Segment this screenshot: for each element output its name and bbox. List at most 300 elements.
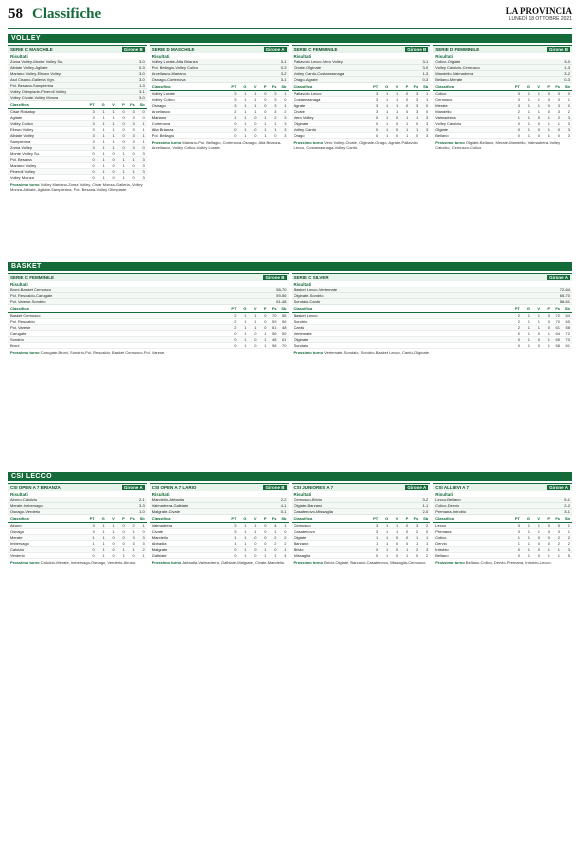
results-label: Risultati (151, 492, 170, 497)
league-column (433, 45, 572, 193)
stat-cell: 1 (254, 109, 257, 114)
stat-cell: 1 (527, 337, 530, 342)
stat-cell: 0 (537, 121, 540, 126)
league-header (8, 274, 289, 281)
stat-cell: 3 (557, 97, 560, 102)
team-name: Zoma Volley (10, 145, 33, 150)
stat-cell: 0 (132, 151, 135, 156)
stat-cell: 1 (264, 133, 267, 138)
stat-cell: 3 (284, 115, 287, 120)
stat-cell: 0 (406, 523, 409, 528)
stat-cell: 1 (527, 127, 530, 132)
next-round-fixtures: Brivio-Olgiate, Barzanò-Casatenovo, Missaglia-Cernusco. (324, 560, 427, 565)
team-name: Vero Volley (293, 115, 314, 120)
stat-cell: 0 (122, 145, 125, 150)
team-name: Barzanò (293, 541, 309, 546)
team-name: Monte Volley Su. (10, 151, 41, 156)
team-name: Olgiate (435, 127, 448, 132)
stat-cell: 1 (234, 535, 237, 540)
team-name: Airuno (10, 523, 22, 528)
result-score: 61-48 (276, 299, 287, 304)
stat-cell: 1 (527, 547, 530, 552)
result-score: 3-2 (422, 497, 429, 502)
stat-cell: 1 (264, 115, 267, 120)
stat-cell: 0 (112, 547, 115, 552)
stat-cell: 0 (517, 343, 520, 348)
stat-cell: 1 (244, 553, 247, 558)
standings-header (150, 83, 289, 91)
stat-cell: 0 (396, 553, 399, 558)
stat-cell: 0 (254, 553, 257, 558)
stat-cell: 1 (284, 547, 287, 552)
result-match: Albiate Volley-Agliate (10, 65, 48, 70)
team-name: Cortenova (151, 121, 171, 126)
next-round (150, 559, 289, 566)
band-columns (8, 45, 572, 193)
stat-cell: 1 (102, 535, 105, 540)
stat-cell: 1 (547, 121, 550, 126)
standings-col-label: P (405, 516, 409, 521)
stat-cell: 0 (426, 529, 429, 534)
league-series: SERIE C FEMMINILE (10, 275, 55, 280)
standings-col-label: V (395, 84, 399, 89)
result-score: 1-3 (564, 65, 570, 70)
stat-cell: 1 (112, 121, 115, 126)
stat-cell: 0 (537, 331, 540, 336)
league-column (292, 483, 431, 566)
stat-cell: 0 (234, 343, 237, 348)
standings-col-label: Sb (423, 516, 429, 521)
next-round-label: Prossimo turno (435, 140, 466, 145)
standings-col-label: PT (231, 306, 237, 311)
next-round (8, 559, 147, 566)
next-round-fixtures: Vertemate-Sondalo, Sondrio-Basket Lecco, Cantù-Olginate. (324, 350, 431, 355)
next-round-label: Prossimo turno (293, 350, 325, 355)
stat-cell: 1 (122, 175, 125, 180)
team-name: Volley Cantù (293, 127, 316, 132)
result-score: 1-0 (138, 509, 145, 514)
stat-cell: 2 (557, 541, 560, 546)
team-name: Civate (293, 109, 305, 114)
next-round (292, 559, 431, 566)
stat-cell: 1 (102, 121, 105, 126)
stat-cell: 3 (557, 103, 560, 108)
next-round-label: Prossimo turno (10, 350, 41, 355)
stat-cell: 3 (92, 121, 95, 126)
stat-cell: 0 (142, 529, 145, 534)
stat-cell: 70 (272, 313, 277, 318)
result-match: Broni-Basket Cernusco (10, 287, 52, 292)
stat-cell: 1 (244, 331, 247, 336)
team-name: Orago (293, 133, 305, 138)
stat-cell: 1 (122, 151, 125, 156)
stat-cell: 3 (426, 547, 429, 552)
standings-col-label: V (537, 306, 540, 311)
stat-cell: 2 (234, 325, 237, 330)
stat-cell: 1 (274, 127, 277, 132)
stat-cell: 0 (537, 547, 540, 552)
standings-col-label: Fs (271, 306, 277, 311)
stat-cell: 0 (416, 553, 419, 558)
standings-col-label: G (526, 84, 530, 89)
stat-cell: 1 (406, 121, 409, 126)
stat-cell: 1 (284, 91, 287, 96)
stat-cell: 1 (244, 523, 247, 528)
stat-cell: 0 (254, 133, 257, 138)
stat-cell: 0 (376, 121, 379, 126)
stat-cell: 3 (426, 127, 429, 132)
team-name: Civate (151, 529, 164, 534)
result-score: 3-0 (138, 95, 145, 100)
stat-cell: 0 (517, 133, 520, 138)
stat-cell: 4 (284, 553, 287, 558)
stat-cell: 3 (132, 127, 135, 132)
stat-cell: 58 (282, 313, 287, 318)
result-score: 1-3 (422, 71, 429, 76)
stat-cell: 0 (547, 319, 550, 324)
stat-cell: 1 (386, 541, 389, 546)
stat-cell: 1 (284, 103, 287, 108)
stat-cell: 3 (92, 523, 95, 528)
stat-cell: 3 (416, 91, 419, 96)
team-name: Casatenovo (293, 529, 315, 534)
stat-cell: 0 (406, 535, 409, 540)
stat-cell: 1 (244, 127, 247, 132)
team-name: Volley Calolzio (435, 121, 462, 126)
stat-cell: 2 (567, 541, 570, 546)
league-girone: Girone A (549, 275, 568, 280)
stat-cell: 3 (517, 91, 520, 96)
result-match: Pol. Varese-Sondrio (10, 299, 46, 304)
stat-cell: 1 (112, 109, 115, 114)
stat-cell: 1 (547, 547, 550, 552)
team-name: Cernusco (435, 97, 453, 102)
team-name: Sondalo (293, 343, 309, 348)
standings-col-label: Classifica (293, 306, 313, 311)
stat-cell: 1 (527, 109, 530, 114)
stat-cell: 1 (112, 133, 115, 138)
stat-cell: 1 (567, 529, 570, 534)
stat-cell: 3 (142, 151, 145, 156)
standings-col-label: Classifica (10, 102, 29, 107)
standings-col-label: Sb (423, 84, 429, 89)
standings-table (292, 91, 431, 139)
stat-cell: 1 (274, 553, 277, 558)
result-match: Mandello-Abbadia (151, 497, 184, 502)
stat-cell: 1 (112, 523, 115, 528)
stat-cell: 1 (92, 535, 95, 540)
team-name: Valmadrera (151, 523, 173, 528)
stat-cell: 0 (254, 127, 257, 132)
stat-cell: 1 (537, 319, 540, 324)
stat-cell: 0 (537, 337, 540, 342)
league-girone: Girone A (407, 485, 427, 490)
stat-cell: 3 (416, 109, 419, 114)
stat-cell: 3 (92, 127, 95, 132)
next-round (292, 139, 431, 151)
team-name: Albiate Volley (10, 133, 35, 138)
standings-col-label: V (253, 516, 257, 521)
stat-cell: 3 (274, 97, 277, 102)
stat-cell: 4 (274, 523, 277, 528)
result-score: 1-3 (138, 83, 145, 88)
stat-cell: 1 (234, 541, 237, 546)
stat-cell: 2 (567, 535, 570, 540)
stat-cell: 1 (244, 133, 247, 138)
stat-cell: 1 (567, 523, 570, 528)
stat-cell: 3 (517, 529, 520, 534)
stat-cell: 1 (264, 343, 267, 348)
league-column (150, 45, 289, 193)
stat-cell: 1 (376, 535, 379, 540)
stat-cell: 1 (244, 97, 247, 102)
team-name: Malgrate (151, 547, 168, 552)
league-series: CSI JUNIORES A 7 (293, 485, 334, 490)
result-match: Olginate-Sondrio (293, 293, 324, 298)
result-score: 3-3 (138, 503, 145, 508)
stat-cell: 0 (264, 523, 267, 528)
standings-col-label: G (385, 516, 389, 521)
team-name: Carugate (10, 331, 27, 336)
standings-col-label: G (243, 84, 247, 89)
stat-cell: 1 (284, 523, 287, 528)
stat-cell: 1 (517, 115, 520, 120)
stat-cell: 1 (264, 337, 267, 342)
stat-cell: 1 (102, 169, 105, 174)
stat-cell: 0 (234, 547, 237, 552)
team-name: Sondrio (10, 337, 24, 342)
stat-cell: 1 (142, 121, 145, 126)
stat-cell: 0 (396, 133, 399, 138)
stat-cell: 3 (92, 109, 95, 114)
result-match: Lecco-Bellano (435, 497, 461, 502)
team-name: Olginate (293, 121, 309, 126)
stat-cell: 0 (284, 97, 287, 102)
result-score: 2-1 (138, 497, 145, 502)
stat-cell: 2 (274, 541, 277, 546)
stat-cell: 3 (274, 91, 277, 96)
stat-cell: 1 (416, 127, 419, 132)
stat-cell: 1 (386, 115, 389, 120)
stat-cell: 1 (416, 115, 419, 120)
stat-cell: 1 (527, 523, 530, 528)
standings-table (292, 313, 573, 349)
stat-cell: 1 (386, 133, 389, 138)
standings-header (150, 515, 289, 523)
stat-cell: 3 (284, 127, 287, 132)
stat-cell: 3 (376, 103, 379, 108)
stat-cell: 0 (142, 115, 145, 120)
stat-cell: 70 (565, 337, 570, 342)
stat-cell: 1 (264, 547, 267, 552)
team-name: Volley Colico (151, 97, 175, 102)
stat-cell: 1 (527, 343, 530, 348)
team-name: Agliate (10, 115, 23, 120)
stat-cell: 0 (122, 127, 125, 132)
stat-cell: 1 (244, 541, 247, 546)
stat-cell: 1 (254, 319, 257, 324)
stat-cell: 0 (557, 133, 560, 138)
league-column (8, 45, 147, 193)
result-match: Osnago-Cortenova (151, 77, 186, 82)
stat-cell: 1 (132, 547, 135, 552)
standings-col-label: P (263, 84, 267, 89)
result-score: 3-1 (280, 77, 287, 82)
standings-header (292, 515, 431, 523)
stat-cell: 0 (142, 109, 145, 114)
stat-cell: 1 (92, 541, 95, 546)
result-score: 3-1 (422, 59, 429, 64)
stat-cell: 1 (386, 103, 389, 108)
stat-cell: 1 (264, 553, 267, 558)
stat-cell: 0 (547, 97, 550, 102)
next-round-label: Prossimo turno (151, 560, 183, 565)
standings-col-label: P (263, 306, 267, 311)
league-girone: Girone B (265, 275, 285, 280)
stat-cell: 0 (537, 115, 540, 120)
standings-header (292, 83, 431, 91)
stat-cell: 3 (234, 97, 237, 102)
result-match: Bellano-Merate (435, 77, 463, 82)
stat-cell: 1 (527, 103, 530, 108)
standings-col-label: Sb (564, 84, 570, 89)
stat-cell: 0 (122, 523, 125, 528)
team-name: Pol. Varese (10, 325, 31, 330)
team-name: Basket Cernusco (10, 313, 41, 318)
stat-cell: 3 (517, 97, 520, 102)
standings-col-label: Sb (281, 306, 287, 311)
result-match: Volley Calolzio-Cernusco (435, 65, 480, 70)
stat-cell: 0 (406, 109, 409, 114)
stat-cell: 1 (244, 121, 247, 126)
standings-table (150, 523, 289, 559)
next-round-label: Prossimo turno (10, 182, 41, 187)
stat-cell: 3 (142, 157, 145, 162)
standings-col-label: Sb (564, 306, 570, 311)
stat-cell: 0 (264, 535, 267, 540)
stat-cell: 0 (234, 127, 237, 132)
stat-cell: 1 (102, 151, 105, 156)
team-name: Bellano (435, 553, 449, 558)
stat-cell: 1 (122, 157, 125, 162)
team-name: Galbiate (151, 553, 167, 558)
stat-cell: 1 (426, 535, 429, 540)
stat-cell: 1 (254, 91, 257, 96)
stat-cell: 1 (547, 343, 550, 348)
result-score: 58-70 (276, 287, 287, 292)
stat-cell: 48 (272, 337, 277, 342)
stat-cell: 59 (272, 319, 277, 324)
results-list (292, 287, 573, 305)
stat-cell: 1 (527, 97, 530, 102)
next-round (433, 559, 572, 566)
stat-cell: 3 (234, 529, 237, 534)
team-name: Merate (435, 103, 448, 108)
team-name: Cantù (293, 325, 305, 330)
stat-cell: 1 (517, 535, 520, 540)
stat-cell: 70 (282, 343, 287, 348)
stat-cell: 1 (234, 115, 237, 120)
stat-cell: 2 (234, 319, 237, 324)
result-score: 3-0 (138, 71, 145, 76)
standings-col-label: P (547, 516, 550, 521)
stat-cell: 1 (254, 103, 257, 108)
stat-cell: 3 (132, 145, 135, 150)
stat-cell: 3 (132, 121, 135, 126)
stat-cell: 0 (254, 547, 257, 552)
stat-cell: 0 (112, 169, 115, 174)
next-round-fixtures: Carugate-Broni, Sondrio-Pol. Rescaldo, Basket Cernusco-Pol. Varese. (40, 350, 166, 355)
stat-cell: 3 (517, 523, 520, 528)
next-round-fixtures: Vero Volley-Civate, Olginate-Orago, Agrate-Pallavolo Lecco, Costamasnaga-Volley Cantù. (293, 140, 418, 150)
result-match: Pol. Bellagio-Volley Colico (151, 65, 199, 70)
standings-col-label: Classifica (151, 84, 171, 89)
result-score: 0-3 (280, 65, 287, 70)
stat-cell: 3 (274, 109, 277, 114)
stat-cell: 3 (132, 109, 135, 114)
stat-cell: 0 (537, 133, 540, 138)
league-girone: Girone A (549, 485, 568, 490)
stat-cell: 0 (92, 163, 95, 168)
standings-col-label: Classifica (435, 84, 454, 89)
stat-cell: 0 (284, 529, 287, 534)
stat-cell: 2 (274, 115, 277, 120)
stat-cell: 1 (537, 103, 540, 108)
result-score: 2-2 (564, 503, 570, 508)
stat-cell: 1 (102, 127, 105, 132)
team-name: Osnago (10, 529, 25, 534)
band-columns (8, 273, 572, 356)
next-round-fixtures: Olgiate-Bellano, Merate-Mandello, Valmadrera-Volley Calolzio, Cernusco-Colico. (435, 140, 561, 150)
stat-cell: 0 (547, 103, 550, 108)
result-score: 0-3 (564, 77, 570, 82)
stat-cell: 2 (557, 535, 560, 540)
team-name: Arcellasco (151, 109, 171, 114)
stat-cell: 0 (142, 145, 145, 150)
stat-cell: 1 (527, 91, 530, 96)
stat-cell: 1 (244, 91, 247, 96)
league-column (292, 273, 573, 356)
stat-cell: 1 (142, 133, 145, 138)
stat-cell: 1 (386, 535, 389, 540)
standings-col-label: PT (89, 516, 95, 521)
stat-cell: 1 (244, 319, 247, 324)
stat-cell: 3 (92, 133, 95, 138)
result-score: 59-56 (276, 293, 287, 298)
stat-cell: 3 (142, 541, 145, 546)
team-name: Osnago (151, 103, 166, 108)
stat-cell: 1 (406, 133, 409, 138)
standings-col-label: Classifica (293, 516, 313, 521)
stat-cell: 72 (555, 313, 560, 318)
stat-cell: 0 (376, 127, 379, 132)
results-list (150, 59, 289, 83)
stat-cell: 1 (274, 121, 277, 126)
stat-cell: 1 (142, 553, 145, 558)
stat-cell: 48 (282, 325, 287, 330)
stat-cell: 0 (547, 91, 550, 96)
standings-col-label: G (385, 84, 389, 89)
team-name: Brivio (293, 547, 304, 552)
stat-cell: 1 (142, 523, 145, 528)
stat-cell: 65 (555, 337, 560, 342)
standings-col-label: G (526, 306, 530, 311)
stat-cell: 3 (567, 121, 570, 126)
stat-cell: 3 (234, 523, 237, 528)
stat-cell: 1 (517, 541, 520, 546)
results-label: Risultati (293, 492, 312, 497)
stat-cell: 0 (406, 541, 409, 546)
